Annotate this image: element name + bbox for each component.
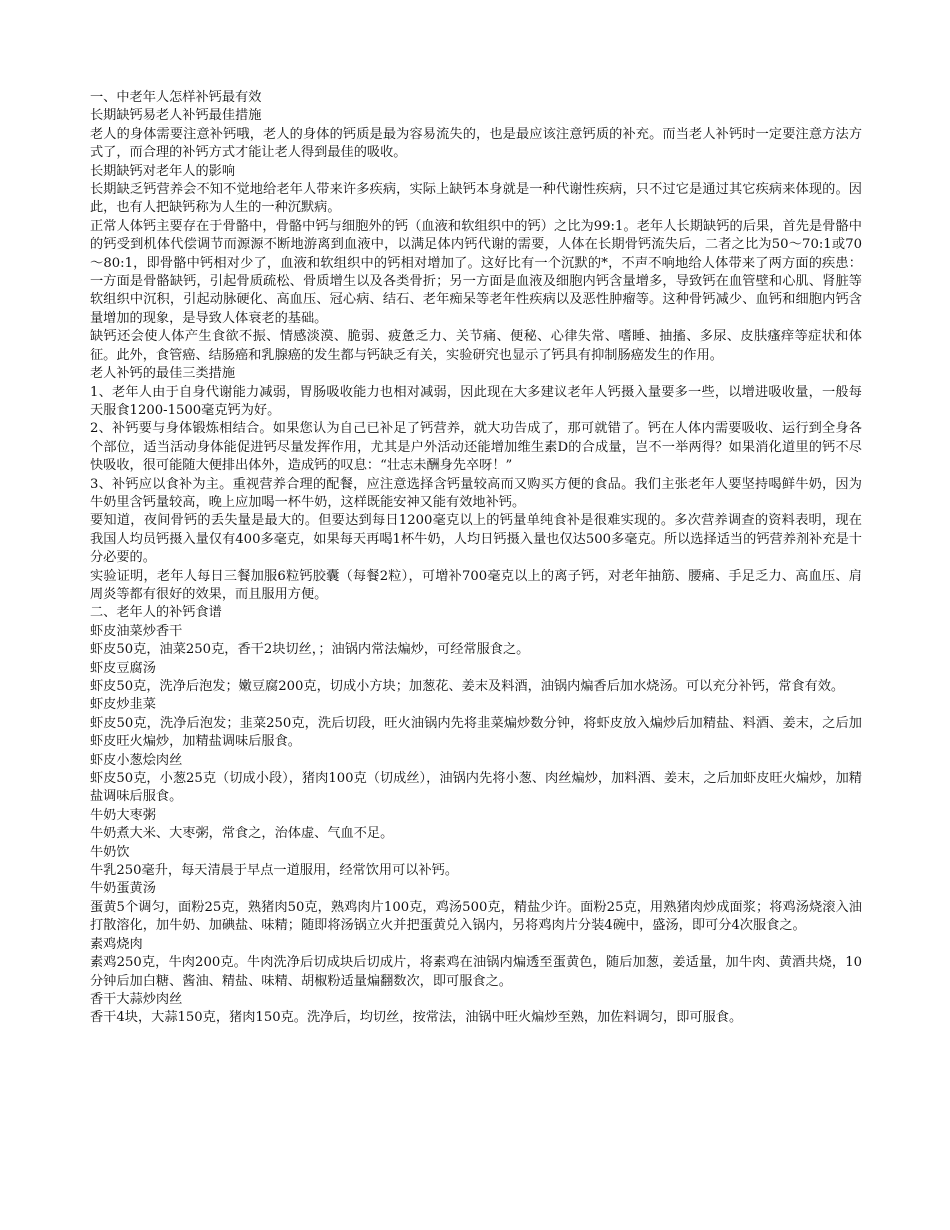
recipe-title: 虾皮小葱烩肉丝 — [90, 752, 183, 768]
section-heading: 一、中老年人怎样补钙最有效 — [90, 90, 262, 105]
recipe-body: 牛奶煮大米、大枣粥，常食之，治体虚、气血不足。 — [90, 826, 394, 842]
recipe-body: 虾皮50克，油菜250克，香干2块切丝，；油锅内常法煸炒，可经常服食之。 — [90, 642, 530, 658]
recipe-body: 虾皮50克，洗净后泡发；韭菜250克，洗后切段，旺火油锅内先将韭菜煸炒数分钟，将虾皮放入煸炒后加精盐、料酒、姜末，之后加虾皮旺火煸炒，加精盐调味后服食。 — [90, 715, 862, 750]
subheading: 老人补钙的最佳三类措施 — [90, 366, 236, 382]
subheading: 长期缺钙易老人补钙最佳措施 — [90, 108, 262, 124]
measure-item: 2、补钙要与身体锻炼相结合。如果您认为自己已补足了钙营养，就大功告成了，那可就错了。钙在人体内需要吸收、运行到全身各个部位，适当活动身体能促进钙尽量发挥作用，尤其是户外活动还能增加维生素D的合成量，岂不一举两得？如果消化道里的钙不尽快吸收，很可能随大便排出体外，造成钙的叹息：“壮志未酬身先卒呀！” — [90, 421, 862, 474]
recipe-title: 素鸡烧肉 — [90, 936, 143, 952]
paragraph: 实验证明，老年人每日三餐加服6粒钙胶囊（每餐2粒），可增补700毫克以上的离子钙，对老年抽筋、腰痛、手足乏力、高血压、肩周炎等都有很好的效果，而且服用方便。 — [90, 568, 862, 602]
measure-item: 3、补钙应以食补为主。重视营养合理的配餐，应注意选择含钙量较高而又购买方便的食品。我们主张老年人要坚持喝鲜牛奶，因为牛奶里含钙量较高，晚上应加喝一杯牛奶，这样既能安神又能有效地补钙。 — [90, 476, 862, 510]
recipe-title: 牛奶饮 — [90, 844, 130, 860]
paragraph: 老人的身体需要注意补钙哦，老人的身体的钙质是最为容易流失的，也是最应该注意钙质的补充。而当老人补钙时一定要注意方法方式了，而合理的补钙方式才能让老人得到最佳的吸收。 — [90, 126, 862, 161]
recipe-title: 虾皮豆腐汤 — [90, 660, 156, 676]
section-heading: 二、老年人的补钙食谱 — [90, 605, 222, 621]
paragraph: 要知道，夜间骨钙的丢失量是最大的。但要达到每日1200毫克以上的钙量单纯食补是很难实现的。多次营养调查的资料表明，现在我国人均员钙摄入量仅有400多毫克，如果每天再喝1杯牛奶，人均日钙摄入量也仅达500多毫克。所以选择适当的钙营养剂补充是十分必要的。 — [90, 513, 862, 566]
subheading: 长期缺钙对老年人的影响 — [90, 163, 236, 179]
document-body — [90, 89, 862, 1028]
paragraph: 缺钙还会使人体产生食欲不振、情感淡漠、脆弱、疲惫乏力、关节痛、便秘、心律失常、嗜睡、抽搐、多尿、皮肤瘙痒等症状和体征。此外，食管癌、结肠癌和乳腺癌的发生都与钙缺乏有关，实验研究也显示了钙具有抑制肠癌发生的作用。 — [90, 329, 862, 363]
paragraph: 正常人体钙主要存在于骨骼中，骨骼中钙与细胞外的钙（血液和软组织中的钙）之比为99:1。老年人长期缺钙的后果，首先是骨骼中的钙受到机体代偿调节而源源不断地游离到血液中，以满足体内钙代谢的需要，人体在长期骨钙流失后，二者之比为50～70:1或70～80:1，即骨骼中钙相对少了，血液和软组织中的钙相对增加了。这好比有一个沉默的*，不声不响地给人体带来了两方面的疾患：一方面是骨骼缺钙，引起骨质疏松、骨质增生以及各类骨折；另一方面是血液及细胞内钙含量增多，导致钙在血管壁和心肌、肾脏等软组织中沉积，引起动脉硬化、高血压、冠心病、结石、老年痴呆等老年性疾病以及恶性肿瘤等。这种骨钙减少、血钙和细胞内钙含量增加的现象，是导致人体衰老的基础。 — [90, 218, 862, 326]
recipe-title: 虾皮炒韭菜 — [90, 697, 156, 713]
paragraph: 长期缺乏钙营养会不知不觉地给老年人带来许多疾病，实际上缺钙本身就是一种代谢性疾病，只不过它是通过其它疾病来体现的。因此，也有人把缺钙称为人生的一种沉默病。 — [90, 182, 862, 216]
recipe-title: 牛奶大枣粥 — [90, 807, 156, 823]
recipe-title: 香干大蒜炒肉丝 — [90, 991, 183, 1007]
recipe-title: 牛奶蛋黄汤 — [90, 881, 156, 897]
recipe-body: 虾皮50克，洗净后泡发；嫩豆腐200克，切成小方块；加葱花、姜末及料酒，油锅内煸香后加水烧汤。可以充分补钙，常食有效。 — [90, 679, 845, 694]
recipe-body: 虾皮50克，小葱25克（切成小段），猪肉100克（切成丝），油锅内先将小葱、肉丝煸炒，加料酒、姜末，之后加虾皮旺火煸炒，加精盐调味后服食。 — [90, 771, 862, 805]
measure-item: 1、老年人由于自身代谢能力减弱，胃肠吸收能力也相对减弱，因此现在大多建议老年人钙摄入量要多一些，以增进吸收量，一般每天服食1200-1500毫克钙为好。 — [90, 384, 862, 418]
recipe-body: 素鸡250克，牛肉200克。牛肉洗净后切成块后切成片，将素鸡在油锅内煸透至蛋黄色，随后加葱，姜适量，加牛肉、黄酒共烧，10分钟后加白糖、酱油、精盐、味精、胡椒粉适量煸翻数次，即可服食之。 — [90, 955, 862, 989]
recipe-body: 香干4块，大蒜150克，猪肉150克。洗净后，均切丝，按常法，油锅中旺火煸炒至熟，加佐料调匀，即可服食。 — [90, 1010, 743, 1026]
recipe-title: 虾皮油菜炒香干 — [90, 623, 183, 639]
recipe-body: 蛋黄5个调匀，面粉25克，熟猪肉50克，熟鸡肉片100克，鸡汤500克，精盐少许。面粉25克，用熟猪肉炒成面浆；将鸡汤烧滚入油打散溶化，加牛奶、加碘盐、味精；随即将汤锅立火并把蛋黄兑入锅内，另将鸡肉片分装4碗中，盛汤，即可分4次服食之。 — [90, 899, 862, 934]
recipe-body: 牛乳250毫升，每天清晨于早点一道服用，经常饮用可以补钙。 — [90, 863, 459, 879]
